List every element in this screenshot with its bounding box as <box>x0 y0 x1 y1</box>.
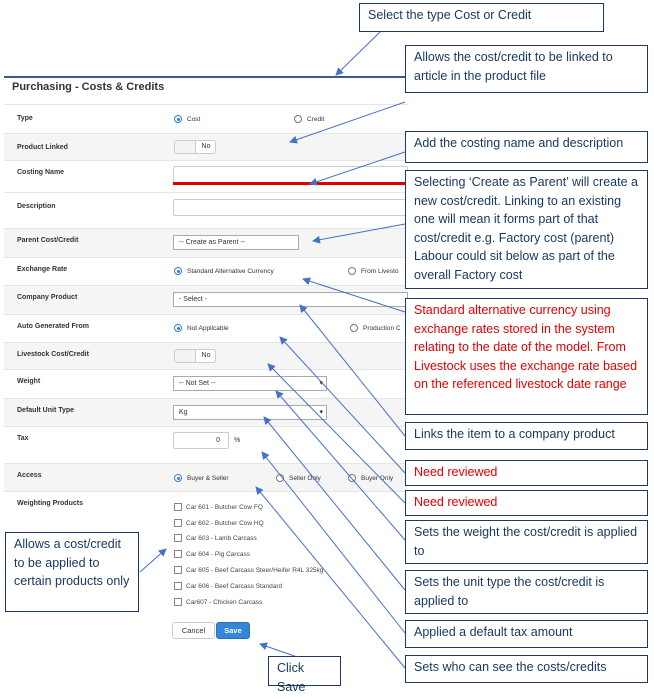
callout-review-1: Need reviewed <box>405 460 648 486</box>
type-radio-cost[interactable]: Cost <box>174 115 200 123</box>
arrow-weight <box>276 391 405 540</box>
arrow-costing <box>310 152 405 184</box>
callout-weight: Sets the weight the cost/credit is applied to <box>405 520 648 564</box>
parent-select-value: -- Create as Parent -- <box>179 239 246 246</box>
arrow-review2 <box>268 364 405 503</box>
callout-parent: Selecting ‘Create as Parent’ will create a new cost/credit. Linking to an existing one will mean it forms part of that cost/credit e.g. Factory cost (parent) Labour could sit below as part of the overall Factory cost <box>405 170 648 289</box>
unit-type-select-value: Kg <box>179 409 188 416</box>
toggle-value: No <box>201 352 211 359</box>
access-radio-buyer-only[interactable]: Buyer Only <box>348 474 393 482</box>
exchange-radio-standard[interactable]: Standard Alternative Currency <box>174 267 274 275</box>
arrow-parent <box>313 224 405 241</box>
weighting-product-checkbox[interactable]: Car 603 - Lamb Carcass <box>174 534 257 542</box>
weighting-product-checkbox[interactable]: Car607 - Chicken Carcass <box>174 598 262 606</box>
callout-costing: Add the costing name and description <box>405 131 648 163</box>
arrow-tax <box>262 452 405 633</box>
form-title: Purchasing - Costs & Credits <box>12 81 165 93</box>
callout-access: Sets who can see the costs/credits <box>405 655 648 683</box>
exchange-rate-label: Exchange Rate <box>17 266 68 273</box>
access-label: Access <box>17 472 42 479</box>
save-button[interactable]: Save <box>216 622 250 639</box>
arrow-currency <box>303 279 405 312</box>
arrow-type <box>336 32 380 75</box>
description-label: Description <box>17 203 56 210</box>
callout-tax: Applied a default tax amount <box>405 620 648 648</box>
company-product-select-value: - Select - <box>179 296 208 303</box>
weighting-products-label: Weighting Products <box>17 500 83 507</box>
company-product-label: Company Product <box>17 294 78 301</box>
arrow-linked <box>290 102 405 142</box>
auto-generated-label: Auto Generated From <box>17 323 89 330</box>
auto-radio-production[interactable]: Production C <box>350 324 401 332</box>
tax-unit: % <box>234 437 241 444</box>
callout-weighting: Allows a cost/credit to be applied to certain products only <box>5 532 139 612</box>
tax-label: Tax <box>17 435 29 442</box>
callout-currency: Standard alternative currency using exchange rates stored in the system relating to the date of the model. From Livestock uses the exchange rate based on the referenced livestock date range <box>405 298 648 415</box>
product-linked-label: Product Linked <box>17 144 68 151</box>
chevron-down-icon: ▾ <box>319 409 323 416</box>
type-label: Type <box>17 115 33 122</box>
callout-linked: Allows the cost/credit to be linked to article in the product file <box>405 45 648 93</box>
parent-label: Parent Cost/Credit <box>17 237 79 244</box>
callout-review-2: Need reviewed <box>405 490 648 516</box>
tax-input[interactable]: 0 <box>173 432 229 449</box>
access-radio-seller-only[interactable]: Seller Only <box>276 474 321 482</box>
unit-type-label: Default Unit Type <box>17 407 75 414</box>
weight-label: Weight <box>17 378 41 385</box>
exchange-radio-livestock[interactable]: From Livesto <box>348 267 399 275</box>
cancel-button[interactable]: Cancel <box>172 622 215 639</box>
toggle-value: No <box>201 143 211 150</box>
arrow-unit <box>264 417 405 590</box>
arrow-weighting <box>140 549 166 572</box>
weighting-product-checkbox[interactable]: Car 605 - Beef Carcass Steer/Heifer R4L 325kg <box>174 566 323 574</box>
weighting-product-checkbox[interactable]: Car 601 - Butcher Cow FQ <box>174 503 263 511</box>
type-radio-credit[interactable]: Credit <box>294 115 324 123</box>
weighting-product-checkbox[interactable]: Car 604 - Pig Carcass <box>174 550 250 558</box>
access-radio-buyer-seller[interactable]: Buyer & Seller <box>174 474 229 482</box>
weight-select-value: -- Not Set -- <box>179 380 216 387</box>
chevron-down-icon: ▾ <box>319 380 323 387</box>
auto-radio-not-applicable[interactable]: Not Applicable <box>174 324 229 332</box>
callout-company-product: Links the item to a company product <box>405 422 648 450</box>
costing-name-label: Costing Name <box>17 169 65 176</box>
callout-save: Click Save <box>268 656 341 686</box>
weighting-product-checkbox[interactable]: Car 606 - Beef Carcass Standard <box>174 582 282 590</box>
livestock-label: Livestock Cost/Credit <box>17 351 89 358</box>
weighting-product-checkbox[interactable]: Car 602 - Butcher Cow HQ <box>174 519 264 527</box>
callout-type: Select the type Cost or Credit <box>359 3 604 32</box>
callout-unit: Sets the unit type the cost/credit is applied to <box>405 570 648 614</box>
